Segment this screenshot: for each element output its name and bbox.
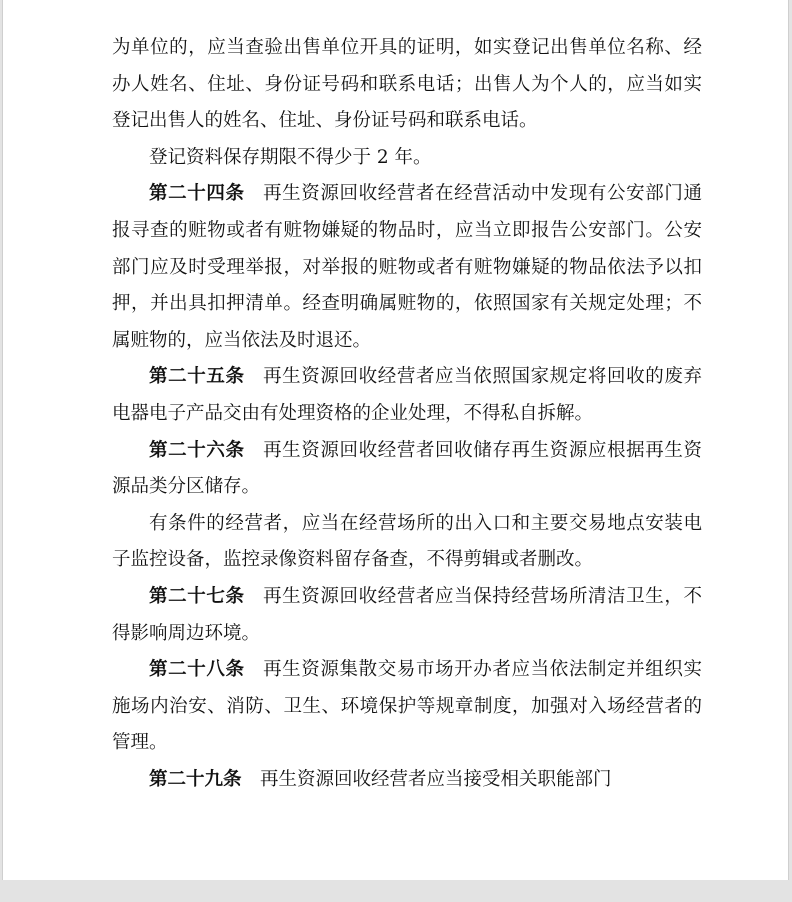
article-paragraph bbox=[112, 176, 702, 359]
document-page bbox=[2, 0, 789, 880]
paragraph bbox=[112, 506, 702, 579]
paragraph-text: 有条件的经营者，应当在经营场所的出入口和主要交易地点安装电子监控设备，监控录像资料留存备查，不得剪辑或者删改。 bbox=[112, 512, 702, 571]
document-body bbox=[112, 30, 702, 798]
paragraph bbox=[112, 30, 702, 140]
article-number: 第二十七条 bbox=[149, 585, 245, 607]
paragraph-text: 再生资源回收经营者在经营活动中发现有公安部门通报寻查的赃物或者有赃物嫌疑的物品时，应当立即报告公安部门。公安部门应及时受理举报，对举报的赃物或者有赃物嫌疑的物品依法予以扣押，并出具扣押清单。经查明确属赃物的，依照国家有关规定处理；不属赃物的，应当依法及时退还。 bbox=[112, 183, 702, 351]
paragraph-text: 登记资料保存期限不得少于 2 年。 bbox=[149, 146, 432, 168]
article-number: 第二十九条 bbox=[149, 768, 242, 790]
paragraph-text: 再生资源集散交易市场开办者应当依法制定并组织实施场内治安、消防、卫生、环境保护等规章制度，加强对入场经营者的管理。 bbox=[112, 659, 702, 754]
article-paragraph bbox=[112, 652, 702, 762]
viewer-background bbox=[0, 880, 792, 902]
article-paragraph bbox=[112, 359, 702, 432]
paragraph bbox=[112, 140, 702, 177]
paragraph-text: 再生资源回收经营者应当接受相关职能部门 bbox=[260, 768, 612, 790]
article-number: 第二十四条 bbox=[149, 183, 245, 205]
paragraph-text: 再生资源回收经营者应当依照国家规定将回收的废弃电器电子产品交由有处理资格的企业处理，不得私自拆解。 bbox=[112, 366, 702, 424]
paragraph-text: 再生资源回收经营者回收储存再生资源应根据再生资源品类分区储存。 bbox=[112, 439, 702, 498]
article-number: 第二十六条 bbox=[149, 439, 245, 461]
article-paragraph bbox=[112, 579, 702, 652]
article-number: 第二十八条 bbox=[149, 659, 245, 681]
paragraph-text: 为单位的，应当查验出售单位开具的证明，如实登记出售单位名称、经办人姓名、住址、身份证号码和联系电话；出售人为个人的，应当如实登记出售人的姓名、住址、身份证号码和联系电话。 bbox=[112, 37, 702, 132]
article-paragraph bbox=[112, 762, 702, 799]
article-number: 第二十五条 bbox=[149, 366, 245, 388]
paragraph-text: 再生资源回收经营者应当保持经营场所清洁卫生，不得影响周边环境。 bbox=[112, 585, 702, 644]
article-paragraph bbox=[112, 433, 702, 506]
